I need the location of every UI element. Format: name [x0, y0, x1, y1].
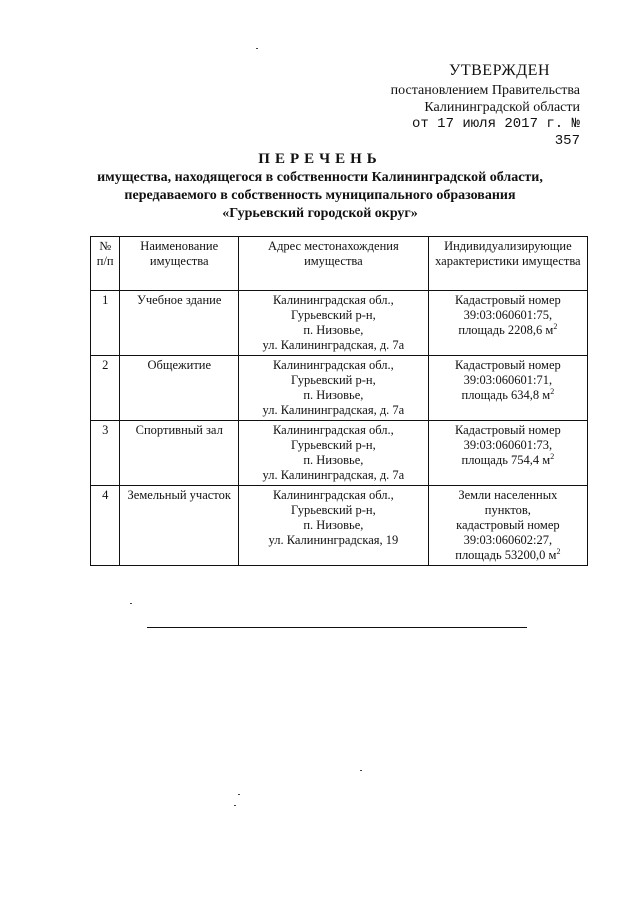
address-line: ул. Калининградская, д. 7а	[262, 338, 405, 352]
row-num: 2	[91, 356, 120, 421]
table-row	[91, 486, 588, 566]
row-address	[239, 486, 429, 566]
row-characteristics	[428, 356, 587, 421]
area-unit-exponent: 2	[550, 386, 555, 396]
table-row	[91, 421, 588, 486]
chars-line: Земли населенных	[458, 488, 558, 502]
address-line: п. Низовье,	[303, 518, 364, 532]
title-line-3: «Гурьевский городской округ»	[222, 206, 418, 221]
area-value: площадь 2208,6 м	[458, 323, 554, 337]
address-line: Калининградская обл.,	[273, 488, 394, 502]
row-name: Спортивный зал	[120, 421, 239, 486]
address-line: Калининградская обл.,	[273, 293, 394, 307]
address-line: ул. Калининградская, д. 7а	[262, 468, 405, 482]
table-header-row	[91, 237, 588, 291]
row-num: 3	[91, 421, 120, 486]
address-line: Гурьевский р-н,	[291, 503, 376, 517]
row-address	[239, 356, 429, 421]
row-characteristics	[428, 486, 587, 566]
chars-line: 39:03:060601:75,	[463, 308, 553, 322]
address-line: Калининградская обл.,	[273, 358, 394, 372]
row-name: Учебное здание	[120, 291, 239, 356]
row-address	[239, 421, 429, 486]
area-unit-exponent: 2	[556, 546, 561, 556]
table-row	[91, 291, 588, 356]
header-num	[91, 237, 120, 291]
area-value: площадь 634,8 м	[461, 388, 551, 402]
approval-heading: УТВЕРЖДЕН	[449, 62, 550, 79]
chars-line: Кадастровый номер	[454, 293, 561, 307]
address-line: Гурьевский р-н,	[291, 373, 376, 387]
row-name: Общежитие	[120, 356, 239, 421]
title-word: ПЕРЕЧЕНЬ	[258, 151, 382, 167]
row-address	[239, 291, 429, 356]
title-line-1: имущества, находящегося в собственности Калининградской области,	[97, 170, 543, 185]
address-line: ул. Калининградская, д. 7а	[262, 403, 405, 417]
approval-block	[380, 62, 580, 150]
header-num-abbr: п/п	[96, 254, 114, 268]
area-line	[432, 323, 584, 338]
chars-line: Кадастровый номер	[454, 358, 561, 372]
area-unit-exponent: 2	[553, 321, 558, 331]
area-value: площадь 754,4 м	[461, 453, 551, 467]
address-line: Гурьевский р-н,	[291, 438, 376, 452]
row-characteristics	[428, 421, 587, 486]
scan-speck	[130, 603, 132, 604]
address-line: Калининградская обл.,	[273, 423, 394, 437]
area-line	[432, 548, 584, 563]
table-row	[91, 356, 588, 421]
area-line	[432, 453, 584, 468]
row-num: 4	[91, 486, 120, 566]
chars-line: пунктов,	[484, 503, 531, 517]
chars-line: 39:03:060602:27,	[463, 533, 553, 547]
chars-line: 39:03:060601:73,	[463, 438, 553, 452]
scan-speck	[238, 794, 240, 795]
approval-line-1: постановлением Правительства	[390, 83, 580, 98]
title-line-2: передаваемого в собственность муниципального образования	[124, 188, 516, 203]
area-line	[432, 388, 584, 403]
scan-speck	[256, 48, 258, 49]
area-value: площадь 53200,0 м	[455, 548, 557, 562]
header-num-symbol: №	[99, 239, 112, 253]
row-name: Земельный участок	[120, 486, 239, 566]
area-unit-exponent: 2	[550, 451, 555, 461]
row-num: 1	[91, 291, 120, 356]
approval-date: от 17 июля 2017 г. № 357	[411, 116, 580, 149]
address-line: п. Низовье,	[303, 323, 364, 337]
chars-line: 39:03:060601:71,	[463, 373, 553, 387]
property-table	[90, 236, 588, 566]
address-line: Гурьевский р-н,	[291, 308, 376, 322]
header-address: Адрес местонахождения имущества	[239, 237, 429, 291]
header-characteristics: Индивидуализирующие характеристики имущества	[428, 237, 587, 291]
closing-rule	[147, 627, 527, 628]
row-characteristics	[428, 291, 587, 356]
approval-line-2: Калининградской области	[424, 100, 580, 115]
chars-line: Кадастровый номер	[454, 423, 561, 437]
header-name: Наименование имущества	[120, 237, 239, 291]
document-title	[60, 150, 580, 223]
address-line: ул. Калининградская, 19	[268, 533, 399, 547]
address-line: п. Низовье,	[303, 453, 364, 467]
address-line: п. Низовье,	[303, 388, 364, 402]
scan-speck	[234, 805, 236, 806]
chars-line: кадастровый номер	[456, 518, 560, 532]
scan-speck	[360, 770, 362, 771]
